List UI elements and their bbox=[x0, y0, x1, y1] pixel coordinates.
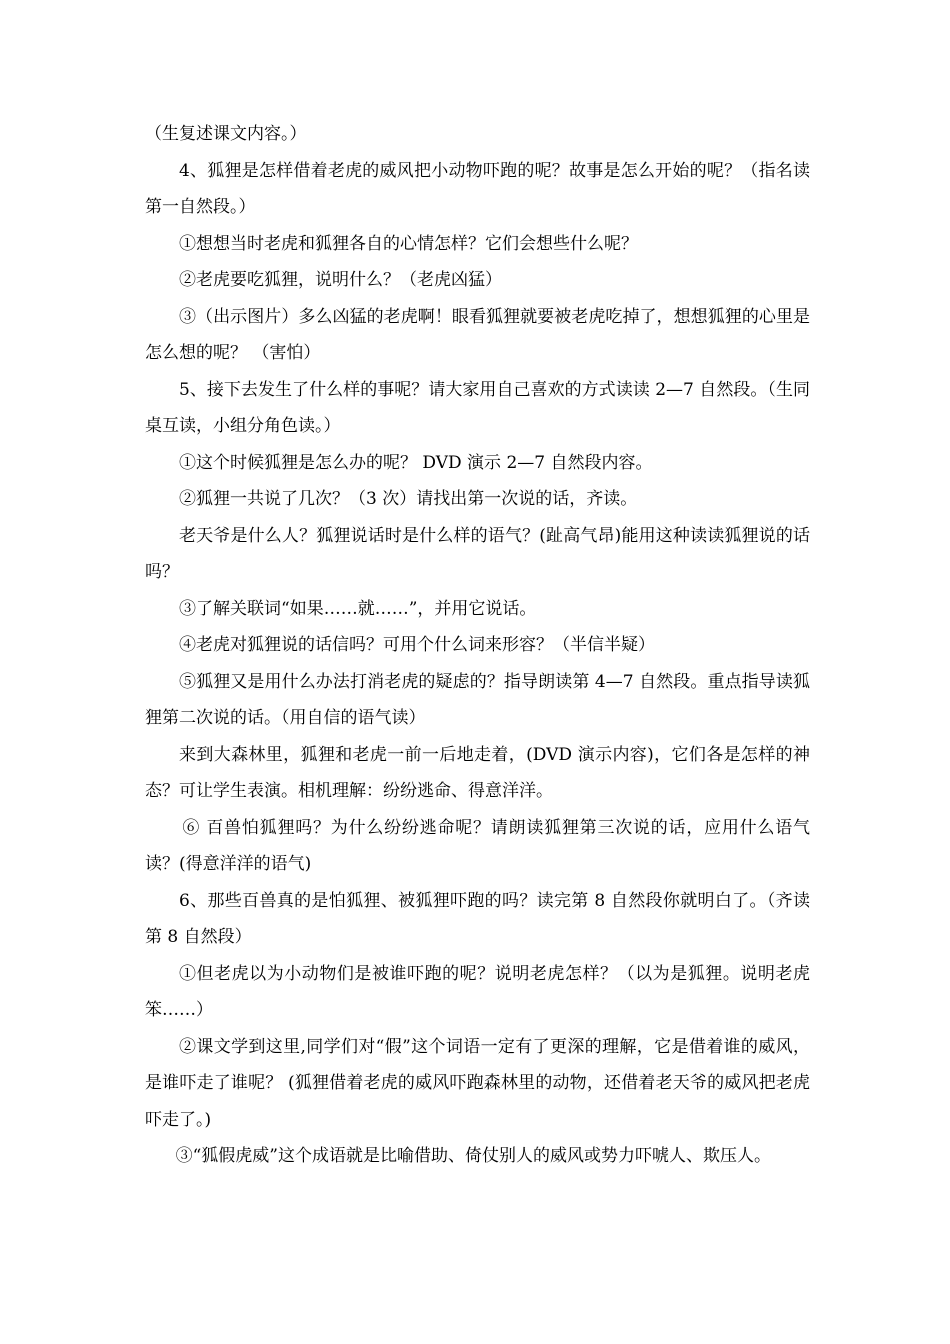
paragraph-12: ⑤狐狸又是用什么办法打消老虎的疑虑的？指导朗读第 4—7 自然段。重点指导读狐狸第二次说的话。（用自信的语气读） bbox=[145, 671, 810, 728]
paragraph-13: 来到大森林里，狐狸和老虎一前一后地走着，(DVD 演示内容)，它们各是怎样的神态？可让学生表演。相机理解：纷纷逃命、得意洋洋。 bbox=[145, 744, 810, 801]
paragraph-16: ①但老虎以为小动物们是被谁吓跑的呢？说明老虎怎样？（以为是狐狸。说明老虎笨……） bbox=[145, 963, 810, 1020]
paragraph-17: ②课文学到这里,同学们对“假”这个词语一定有了更深的理解，它是借着谁的威风，是谁吓走了谁呢？ (狐狸借着老虎的威风吓跑森林里的动物，还借着老天爷的威风把老虎吓走了。) bbox=[145, 1036, 810, 1130]
paragraph-7: ①这个时候狐狸是怎么办的呢？ DVD 演示 2—7 自然段内容。 bbox=[179, 452, 653, 473]
paragraph-3: ①想想当时老虎和狐狸各自的心情怎样？它们会想些什么呢？ bbox=[179, 233, 638, 254]
paragraph-14: ⑥ 百兽怕狐狸吗？为什么纷纷逃命呢？请朗读狐狸第三次说的话，应用什么语气读？(得意洋洋的语气) bbox=[145, 817, 810, 874]
paragraph-4: ②老虎要吃狐狸，说明什么？（老虎凶猛） bbox=[179, 270, 502, 290]
document-body bbox=[145, 116, 810, 1175]
paragraph-6: 5、接下去发生了什么样的事呢？请大家用自己喜欢的方式读读 2—7 自然段。（生同桌互读，小组分角色读。） bbox=[145, 379, 810, 436]
paragraph-9: 老天爷是什么人？狐狸说话时是什么样的语气？(趾高气昂)能用这种读读狐狸说的话吗？ bbox=[145, 525, 810, 582]
paragraph-8: ②狐狸一共说了几次？（3 次）请找出第一次说的话，齐读。 bbox=[179, 489, 638, 509]
paragraph-10: ③了解关联词“如果……就……”，并用它说话。 bbox=[179, 598, 537, 619]
paragraph-1: （生复述课文内容。） bbox=[145, 124, 307, 144]
paragraph-15: 6、那些百兽真的是怕狐狸、被狐狸吓跑的吗？读完第 8 自然段你就明白了。（齐读第 8 自然段） bbox=[145, 890, 810, 947]
paragraph-18: ③“狐假虎威”这个成语就是比喻借助、倚仗别人的威风或势力吓唬人、欺压人。 bbox=[175, 1146, 771, 1166]
paragraph-2: 4、狐狸是怎样借着老虎的威风把小动物吓跑的呢？故事是怎么开始的呢？（指名读第一自然段。） bbox=[145, 160, 810, 217]
paragraph-11: ④老虎对狐狸说的话信吗？可用个什么词来形容？（半信半疑） bbox=[179, 635, 655, 655]
paragraph-5: ③（出示图片）多么凶猛的老虎啊！眼看狐狸就要被老虎吃掉了，想想狐狸的心里是怎么想的呢？ （害怕） bbox=[145, 306, 810, 363]
